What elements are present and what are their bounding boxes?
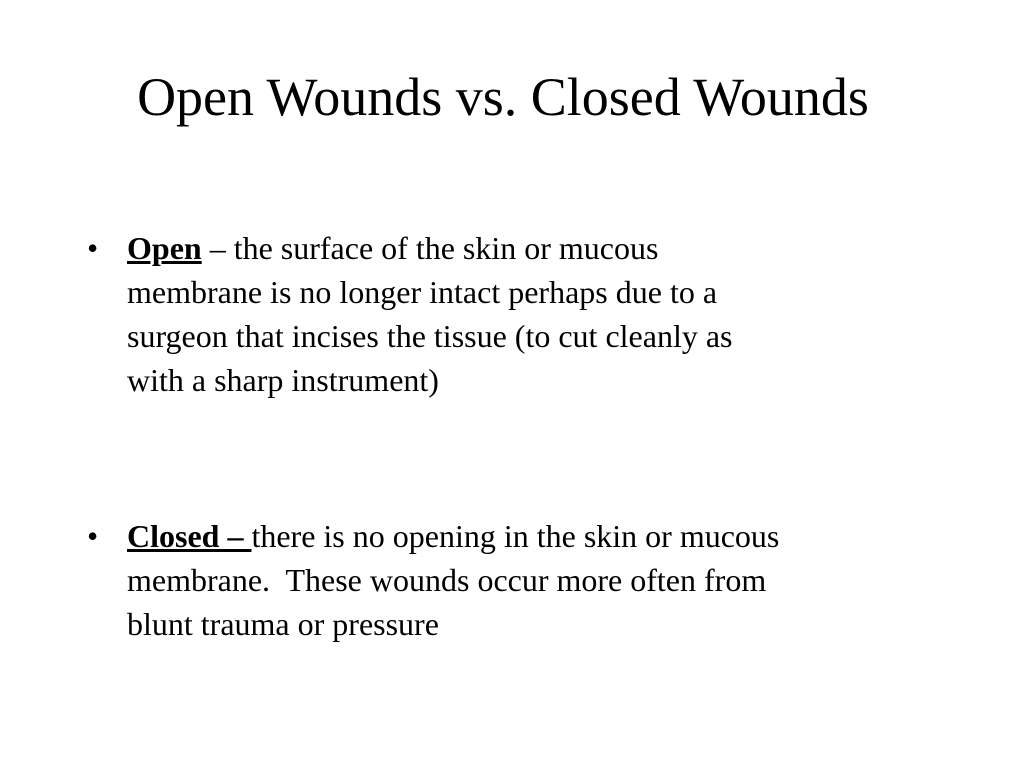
term-closed: Closed – (127, 518, 252, 554)
definition-text: surgeon that incises the tissue (to cut cleanly as (127, 318, 733, 354)
definition-text: – the surface of the skin or mucous (201, 230, 659, 266)
bullet-marker: • (87, 230, 99, 266)
definition-text: there is no opening in the skin or mucous (251, 518, 780, 554)
slide-title: Open Wounds vs. Closed Wounds (137, 67, 869, 127)
bullet-item-open (87, 226, 957, 402)
bullet-marker: • (87, 518, 99, 554)
bullet-line (127, 226, 957, 270)
definition-text: blunt trauma or pressure (127, 606, 439, 642)
bullet-line (127, 514, 957, 558)
definition-text: membrane. These wounds occur more often from (127, 562, 767, 598)
bullet-item-closed (87, 514, 957, 646)
term-open: Open (127, 230, 202, 266)
definition-text: with a sharp instrument) (127, 362, 439, 398)
definition-text: membrane is no longer intact perhaps due to a (127, 274, 718, 310)
